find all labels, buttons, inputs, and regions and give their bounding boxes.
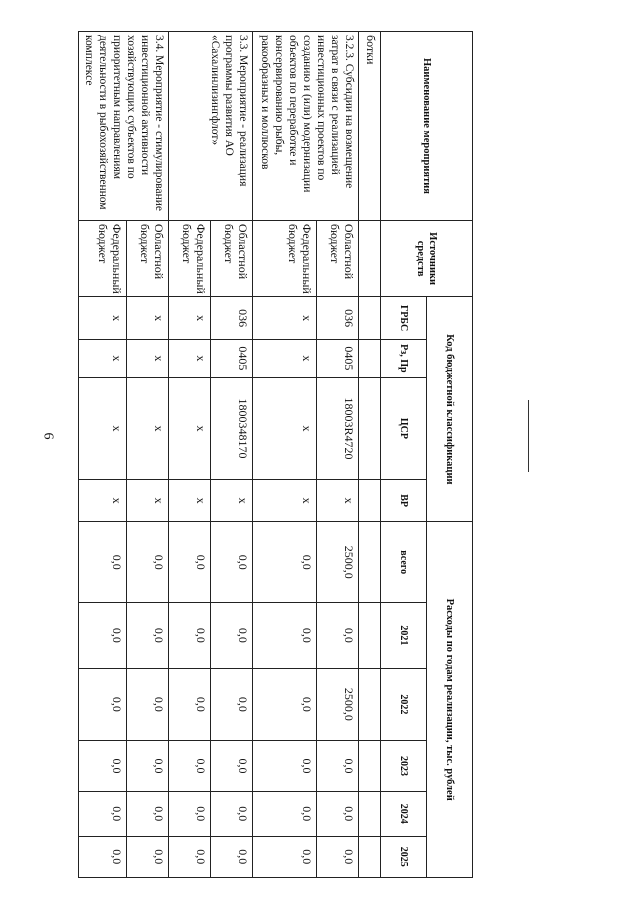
cell-rzpr: х [127,339,169,377]
cell-source: Областной бюджет [317,220,359,296]
cell-2021: 0,0 [317,603,359,669]
cell-2025: 0,0 [169,836,211,877]
cell-rzpr: х [79,339,127,377]
cell-empty [359,668,381,740]
cell-2022: 0,0 [169,668,211,740]
cell-vr: х [211,479,253,521]
cell-2022: 0,0 [79,668,127,740]
header-2024: 2024 [381,791,427,836]
cell-csr: х [127,378,169,480]
cell-empty [359,603,381,669]
cell-empty [359,297,381,339]
cell-2023: 0,0 [211,741,253,792]
cell-total: 0,0 [253,522,317,603]
header-name: Наименование мероприятия [381,32,473,221]
cell-csr: х [79,378,127,480]
cell-2022: 0,0 [211,668,253,740]
cell-rzpr: х [169,339,211,377]
cell-2023: 0,0 [169,741,211,792]
cell-csr: х [169,378,211,480]
cell-source: Областной бюджет [211,220,253,296]
header-2025: 2025 [381,836,427,877]
cell-2022: 2500,0 [317,668,359,740]
header-rzpr: Рз, Пр [381,339,427,377]
cell-2022: 0,0 [253,668,317,740]
header-2021: 2021 [381,603,427,669]
cell-measure-name: 3.4. Мероприятие - стимулирование инвестиционной активности хозяйствующих субъектов по приоритетным направлениям деятельности в рыбохозяйственном комплексе [79,32,169,221]
cell-2023: 0,0 [127,741,169,792]
cell-total: 0,0 [169,522,211,603]
cell-empty [359,378,381,480]
cell-grbs: х [127,297,169,339]
cell-measure-name: 3.3. Мероприятие - реализация программы развития АО «Сахалинлизингфлот» [169,32,253,221]
page-number: 6 [40,432,56,440]
cell-2024: 0,0 [253,791,317,836]
cell-total: 0,0 [127,522,169,603]
table-row [127,32,169,878]
cell-grbs: х [253,297,317,339]
cell-grbs: х [79,297,127,339]
cell-vr: х [79,479,127,521]
cell-2021: 0,0 [169,603,211,669]
cell-2024: 0,0 [79,791,127,836]
cell-rzpr: х [253,339,317,377]
cell-2025: 0,0 [127,836,169,877]
table-row [211,32,253,878]
cell-2025: 0,0 [317,836,359,877]
header-total: всего [381,522,427,603]
header-csr: ЦСР [381,378,427,480]
cell-vr: х [169,479,211,521]
cell-2021: 0,0 [79,603,127,669]
header-source: Источники средств [381,220,473,296]
cell-carry-name: ботки [359,32,381,221]
cell-empty [359,791,381,836]
header-vr: ВР [381,479,427,521]
header-expense-group: Расходы по годам реализации, тыс. рублей [427,522,473,878]
cell-2023: 0,0 [79,741,127,792]
cell-vr: х [317,479,359,521]
table-row-carry [359,32,381,878]
cell-source: Федеральный бюджет [169,220,211,296]
cell-2024: 0,0 [211,791,253,836]
cell-vr: х [253,479,317,521]
header-2022: 2022 [381,668,427,740]
header-2023: 2023 [381,741,427,792]
cell-total: 0,0 [79,522,127,603]
cell-2023: 0,0 [317,741,359,792]
cell-2022: 0,0 [127,668,169,740]
cell-empty [359,522,381,603]
cell-2023: 0,0 [253,741,317,792]
cell-csr: 1800348170 [211,378,253,480]
divider-line [528,400,529,472]
cell-total: 0,0 [211,522,253,603]
cell-rzpr: 0405 [317,339,359,377]
table-sheet [83,31,473,878]
cell-2025: 0,0 [253,836,317,877]
budget-table [78,31,473,878]
header-grbs: ГРБС [381,297,427,339]
cell-2024: 0,0 [169,791,211,836]
cell-2021: 0,0 [211,603,253,669]
cell-2024: 0,0 [127,791,169,836]
cell-measure-name: 3.2.3. Субсидии на возмещение затрат в связи с реализацией инвестиционных проектов по созданию и (или) модернизации объектов по переработке и консервированию рыбы, ракообразных и моллюсков [253,32,359,221]
cell-2025: 0,0 [79,836,127,877]
cell-empty [359,741,381,792]
rotated-table-wrapper [83,31,473,878]
cell-source: Федеральный бюджет [253,220,317,296]
cell-csr: х [253,378,317,480]
table-row [317,32,359,878]
cell-vr: х [127,479,169,521]
cell-empty [359,836,381,877]
cell-empty [359,220,381,296]
cell-2024: 0,0 [317,791,359,836]
cell-csr: 18003R4720 [317,378,359,480]
cell-source: Федеральный бюджет [79,220,127,296]
cell-rzpr: 0405 [211,339,253,377]
cell-grbs: 036 [317,297,359,339]
cell-grbs: х [169,297,211,339]
cell-source: Областной бюджет [127,220,169,296]
cell-empty [359,479,381,521]
cell-grbs: 036 [211,297,253,339]
cell-2021: 0,0 [253,603,317,669]
header-code-group: Код бюджетной классификации [427,297,473,522]
cell-total: 2500,0 [317,522,359,603]
cell-2025: 0,0 [211,836,253,877]
cell-empty [359,339,381,377]
cell-2021: 0,0 [127,603,169,669]
